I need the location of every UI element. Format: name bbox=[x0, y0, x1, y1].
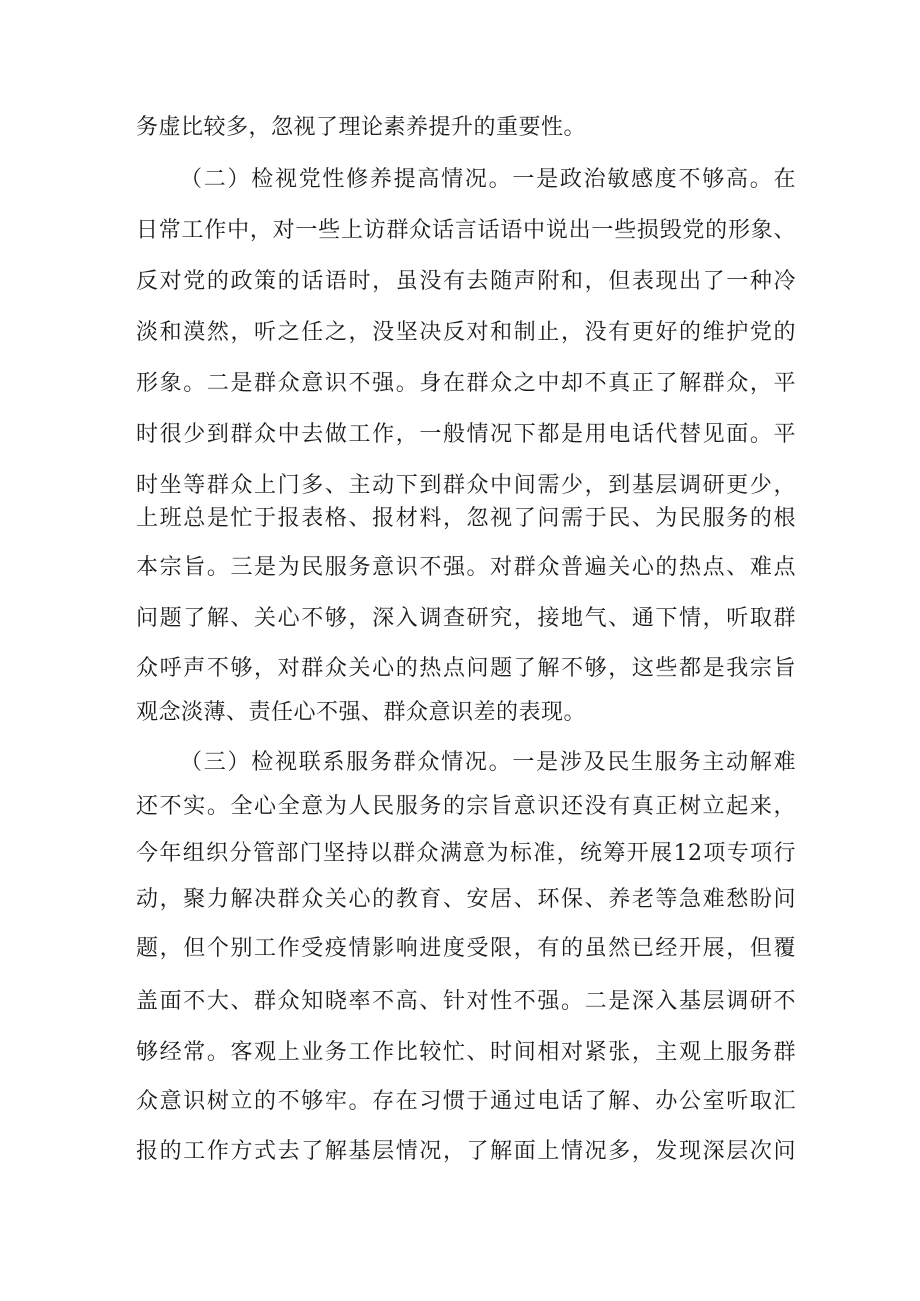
text-line: 题，但个别工作受疫情影响进度受限，有的虽然已经开展，但覆 bbox=[136, 936, 796, 961]
text-line: 时坐等群众上门多、主动下到群众中间需少，到基层调研更少， bbox=[136, 473, 796, 498]
text-line: 反对党的政策的话语时，虽没有去随声附和，但表现出了一种冷 bbox=[136, 269, 796, 294]
text-line: 还不实。全心全意为人民服务的宗旨意识还没有真正树立起来， bbox=[136, 794, 796, 819]
section-heading-line: （二）检视党性修养提高情况。一是政治敏感度不够高。在 bbox=[180, 167, 796, 192]
text-line: 日常工作中，对一些上访群众话言话语中说出一些损毁党的形象、 bbox=[136, 218, 796, 243]
text-line: 动，聚力解决群众关心的教育、安居、环保、养老等急难愁盼问 bbox=[136, 887, 796, 912]
text-line: 问题了解、关心不够，深入调查研究，接地气、通下情，听取群 bbox=[136, 606, 796, 631]
text-line: 上班总是忙于报表格、报材料，忽视了问需于民、为民服务的根 bbox=[136, 506, 796, 531]
text-line: 本宗旨。三是为民服务意识不强。对群众普遍关心的热点、难点 bbox=[136, 555, 796, 580]
text-line: 淡和漠然，听之任之，没坚决反对和制止，没有更好的维护党的 bbox=[136, 320, 796, 345]
text-line: 众意识树立的不够牢。存在习惯于通过电话了解、办公室听取汇 bbox=[136, 1089, 796, 1114]
text-line: 今年组织分管部门坚持以群众满意为标准，统筹开展12项专项行 bbox=[136, 841, 796, 866]
section-heading-line: （三）检视联系服务群众情况。一是涉及民生服务主动解难 bbox=[180, 750, 796, 775]
text-line: 盖面不大、群众知晓率不高、针对性不强。二是深入基层调研不 bbox=[136, 989, 796, 1014]
text-line: 观念淡薄、责任心不强、群众意识差的表现。 bbox=[136, 700, 587, 725]
text-line: 务虚比较多，忽视了理论素养提升的重要性。 bbox=[136, 115, 587, 140]
text-line: 报的工作方式去了解基层情况，了解面上情况多，发现深层次问 bbox=[136, 1139, 796, 1164]
text-line: 够经常。客观上业务工作比较忙、时间相对紧张，主观上服务群 bbox=[136, 1040, 796, 1065]
text-line: 形象。二是群众意识不强。身在群众之中却不真正了解群众，平 bbox=[136, 371, 796, 396]
text-line: 时很少到群众中去做工作，一般情况下都是用电话代替见面。平 bbox=[136, 422, 796, 447]
text-line: 众呼声不够，对群众关心的热点问题了解不够，这些都是我宗旨 bbox=[136, 656, 796, 681]
